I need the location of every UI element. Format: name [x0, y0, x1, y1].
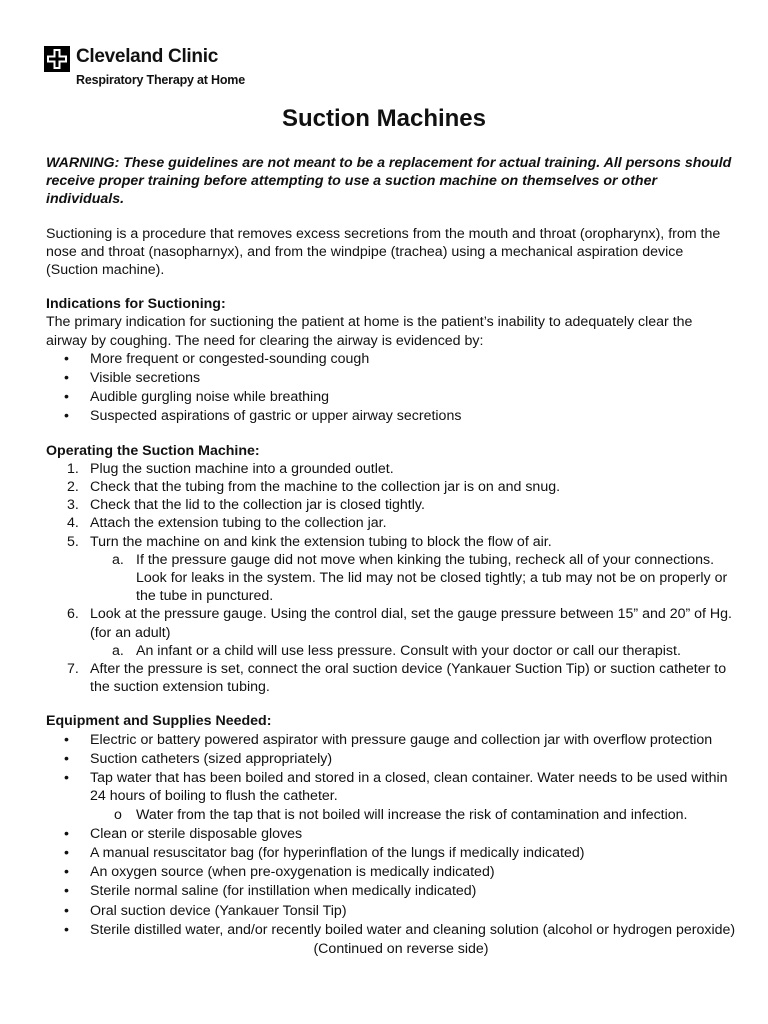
department-name: Respiratory Therapy at Home [76, 73, 245, 87]
operating-section [46, 442, 736, 697]
list-item: • Sterile normal saline (for instillation when medically indicated) [46, 882, 736, 900]
list-item: • Sterile distilled water, and/or recently boiled water and cleaning solution (alcohol or hydrogen peroxide) [46, 921, 736, 939]
list-item: • More frequent or congested-sounding cough [46, 350, 736, 368]
step-item: 6. Look at the pressure gauge. Using the control dial, set the gauge pressure between 15” and 20” of Hg. (for an adult) a. An infant or a child will use less pressure. Consult with your doctor or call our therapist. [46, 605, 736, 660]
equipment-heading: Equipment and Supplies Needed: [46, 713, 272, 730]
list-item: • Audible gurgling noise while breathing [46, 388, 736, 406]
step-item: 3. Check that the lid to the collection jar is closed tightly. [67, 497, 425, 514]
indications-heading: Indications for Suctioning: [46, 296, 226, 313]
step-item: 1. Plug the suction machine into a grounded outlet. [67, 460, 394, 477]
list-item: • Tap water that has been boiled and stored in a closed, clean container. Water needs to be used within 24 hours of boiling to flush the catheter. o Water from the tap that is not boiled will increase the risk of contamination and infection. [46, 769, 736, 824]
list-item: • Electric or battery powered aspirator with pressure gauge and collection jar with overflow protection [46, 731, 736, 749]
step-item: 5. Turn the machine on and kink the extension tubing to block the flow of air. a. If the pressure gauge did not move when kinking the tubing, recheck all of your connections. Look for leaks in the system. The lid may not be closed tightly; a tub may not be on properly or the tube in punctured. [46, 533, 736, 606]
sub-step-item: a. If the pressure gauge did not move when kinking the tubing, recheck all of your connections. Look for leaks in the system. The lid may not be closed tightly; a tub may not be on properly or the tube in punctured. [112, 551, 728, 605]
list-item: • Suction catheters (sized appropriately) [46, 750, 736, 768]
warning-text: WARNING: These guidelines are not meant to be a replacement for actual training. All persons should receive proper training before attempting to use a suction machine on themselves or other individuals. [46, 155, 732, 208]
list-item: • Clean or sterile disposable gloves [46, 825, 736, 843]
equipment-section [46, 712, 736, 958]
sub-list-item: o Water from the tap that is not boiled will increase the risk of contamination and infection. [114, 806, 688, 823]
list-item: • Suspected aspirations of gastric or upper airway secretions [46, 407, 736, 425]
brand-name: Cleveland Clinic [76, 46, 218, 67]
document-body [46, 154, 736, 958]
indications-text: The primary indication for suctioning the patient at home is the patient’s inability to adequately clear the airway by coughing. The need for clearing the airway is evidenced by: [46, 314, 693, 349]
cleveland-clinic-cross-logo-icon [44, 46, 70, 72]
page-title: Suction Machines [281, 105, 487, 132]
sub-step-item: a. An infant or a child will use less pressure. Consult with your doctor or call our therapist. [112, 642, 681, 659]
step-item: 7. After the pressure is set, connect the oral suction device (Yankauer Suction Tip) or suction catheter to the suction extension tubing. [67, 661, 727, 696]
step-item: 4. Attach the extension tubing to the collection jar. [67, 515, 387, 532]
list-item: • An oxygen source (when pre-oxygenation is medically indicated) [46, 863, 736, 881]
intro-paragraph: Suctioning is a procedure that removes excess secretions from the mouth and throat (oropharynx), from the nose and throat (nasopharnyx), and from the windpipe (trachea) using a mechanical aspiration device (Suction machine). [46, 225, 721, 279]
list-item: • Oral suction device (Yankauer Tonsil Tip) [46, 902, 736, 920]
continued-note: (Continued on reverse side) [313, 940, 489, 957]
step-item: 2. Check that the tubing from the machine to the collection jar is on and snug. [67, 479, 561, 496]
list-item: • Visible secretions [46, 369, 736, 387]
header-logo [44, 46, 245, 88]
operating-heading: Operating the Suction Machine: [46, 442, 260, 459]
list-item: • A manual resuscitator bag (for hyperinflation of the lungs if medically indicated) [46, 844, 736, 862]
indications-section [46, 295, 736, 425]
